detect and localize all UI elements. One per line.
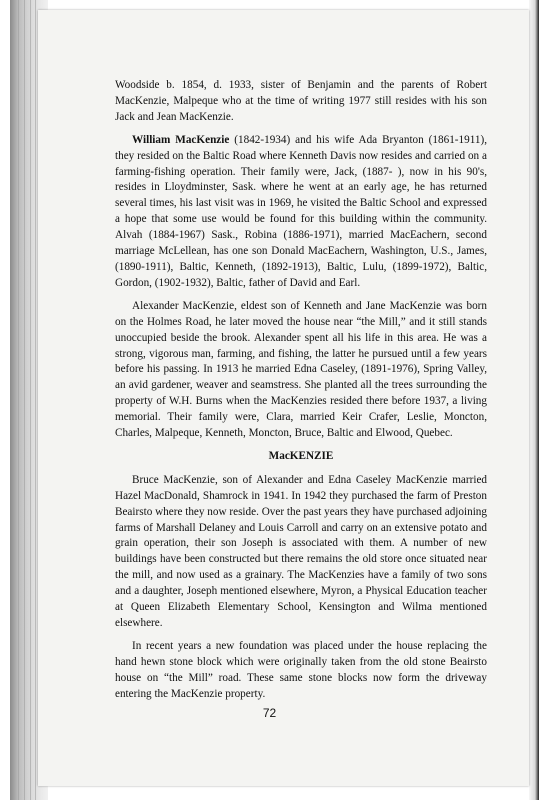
page-edge-line (24, 0, 25, 800)
page-body (115, 78, 487, 710)
right-page-edge (529, 0, 539, 800)
page-number: 72 (262, 706, 277, 720)
person-name-william-mackenzie: William MacKenzie (132, 133, 230, 146)
paragraph-woodside: Woodside b. 1854, d. 1933, sister of Benjamin and the parents of Robert MacKenzie, Malpeque who at the time of writing 1977 still resides with his son Jack and Jean MacKenzie. (115, 79, 487, 123)
paragraph-william-mackenzie (115, 133, 487, 292)
paragraph-alexander-mackenzie: Alexander MacKenzie, eldest son of Kenneth and Jane MacKenzie was born on the Holmes Road, he later moved the house near “the Mill,” and it still stands unoccupied beside the brook. Alexander spent all his life in this area. He was a strong, vigorous man, farming, and fishing, the latter he pursued until a few years before his passing. In 1913 he married Edna Caseley, (1891-1976), Spring Valley, an avid gardener, weaver and seamstress. She planted all the trees surrounding the property of W.H. Burns when the MacKenzies resided there before 1937, a living memorial. Their family were, Clara, married Keir Crafer, Leslie, Moncton, Charles, Malpeque, Kenneth, Moncton, Bruce, Baltic and Elwood, Quebec. (115, 299, 487, 440)
page-edge-line (30, 0, 31, 800)
section-heading: MacKENZIE (268, 449, 334, 462)
page-edge-line (35, 0, 36, 800)
paragraph-william-mackenzie-text: (1842-1934) and his wife Ada Bryanton (1861-1911), they resided on the Baltic Road where Kenneth Davis now resides and carried on a farming-fishing operation. Their family were, Jack, (1887- ), now in his 90's, resides in Lloydminster, Sask. where he went at an early age, he has returned several times, his last visit was in 1969, he visited the Baltic School and expressed a hope that some use would be found for this building within the community. Alvah (1884-1967) Sask., Robina (1886-1971), married MacEachern, second marriage McLellean, has one son Donald MacEachern, Washington, U.S., James, (1890-1911), Baltic, Kenneth, (1892-1913), Baltic, Lulu, (1899-1972), Baltic, Gordon, (1902-1932), Baltic, father of David and Earl. (115, 133, 487, 289)
paragraph-new-foundation: In recent years a new foundation was placed under the house replacing the hand hewn stone block which were originally taken from the old stone Beairsto house on “the Mill” road. These same stone blocks now form the driveway entering the MacKenzie property. (115, 639, 487, 700)
paragraph-bruce-mackenzie: Bruce MacKenzie, son of Alexander and Edna Caseley MacKenzie married Hazel MacDonald, Shamrock in 1941. In 1942 they purchased the farm of Preston Beairsto where they now reside. Over the past years they have purchased adjoining farms of Marshall Delaney and Louis Carroll and carry on an extensive potato and grain operation, their son Joseph is associated with them. A number of new buildings have been constructed but there remains the old store once situated near the mill, and now used as a grainary. The MacKenzies have a family of two sons and a daughter, Joseph mentioned elsewhere, Myron, a Physical Education teacher at Queen Elizabeth Elementary School, Kensington and Wilma mentioned elsewhere. (115, 473, 487, 629)
page-edge-line (18, 0, 19, 800)
